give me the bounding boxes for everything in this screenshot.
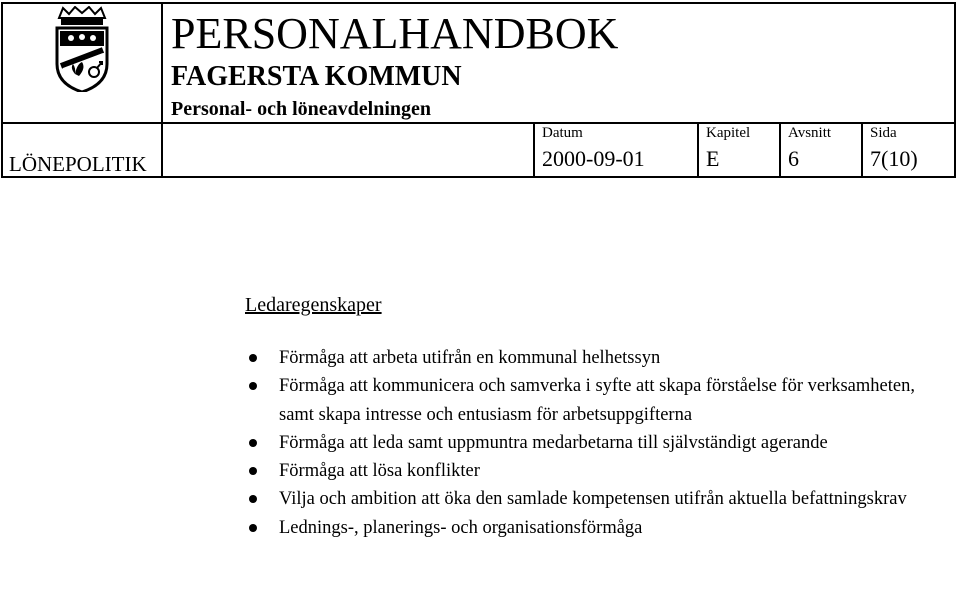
header-divider-horizontal xyxy=(1,122,956,124)
bullet-icon xyxy=(249,524,257,532)
bullet-icon xyxy=(249,439,257,447)
coat-of-arms-logo xyxy=(53,6,111,92)
header-divider-logo xyxy=(161,2,163,178)
header-divider-subsection xyxy=(861,122,863,178)
bullet-icon xyxy=(249,467,257,475)
list-item-text: Vilja och ambition att öka den samlade kompetensen utifrån aktuella befattningskrav xyxy=(279,489,907,510)
section-name: LÖNEPOLITIK xyxy=(9,152,147,176)
section-heading: Ledaregenskaper xyxy=(245,294,382,316)
organization-name: FAGERSTA KOMMUN xyxy=(171,61,462,92)
list-item xyxy=(245,429,945,457)
bullet-icon xyxy=(249,354,257,362)
list-item xyxy=(245,457,945,485)
header-divider-chapter xyxy=(779,122,781,178)
bullet-icon xyxy=(249,382,257,390)
list-item-text: Förmåga att leda samt uppmuntra medarbetarna till självständigt agerande xyxy=(279,432,828,453)
list-item xyxy=(245,485,945,513)
subsection-label: Avsnitt xyxy=(788,125,832,141)
subsection-value: 6 xyxy=(788,146,799,171)
header-divider-section xyxy=(533,122,535,178)
bullet-list xyxy=(245,344,945,542)
list-item xyxy=(245,372,945,429)
page-value: 7(10) xyxy=(870,146,918,171)
date-label: Datum xyxy=(542,125,583,141)
list-item-text: Förmåga att kommunicera och samverka i syfte att skapa förståelse för verksamheten, samt skapa intresse och entusiasm för arbetsuppgifterna xyxy=(279,376,915,425)
chapter-value: E xyxy=(706,146,720,171)
list-item-text: Förmåga att arbeta utifrån en kommunal helhetssyn xyxy=(279,348,661,368)
department-name: Personal- och löneavdelningen xyxy=(171,98,432,120)
list-item xyxy=(245,514,945,542)
list-item-text: Förmåga att lösa konflikter xyxy=(279,461,480,482)
list-item xyxy=(245,344,945,372)
header-divider-date xyxy=(697,122,699,178)
page-label: Sida xyxy=(870,125,897,141)
date-value: 2000-09-01 xyxy=(542,146,645,171)
chapter-label: Kapitel xyxy=(706,125,751,141)
bullet-icon xyxy=(249,495,257,503)
document-title: PERSONALHANDBOK xyxy=(171,9,619,58)
list-item-text: Lednings-, planerings- och organisationsförmåga xyxy=(279,517,643,538)
